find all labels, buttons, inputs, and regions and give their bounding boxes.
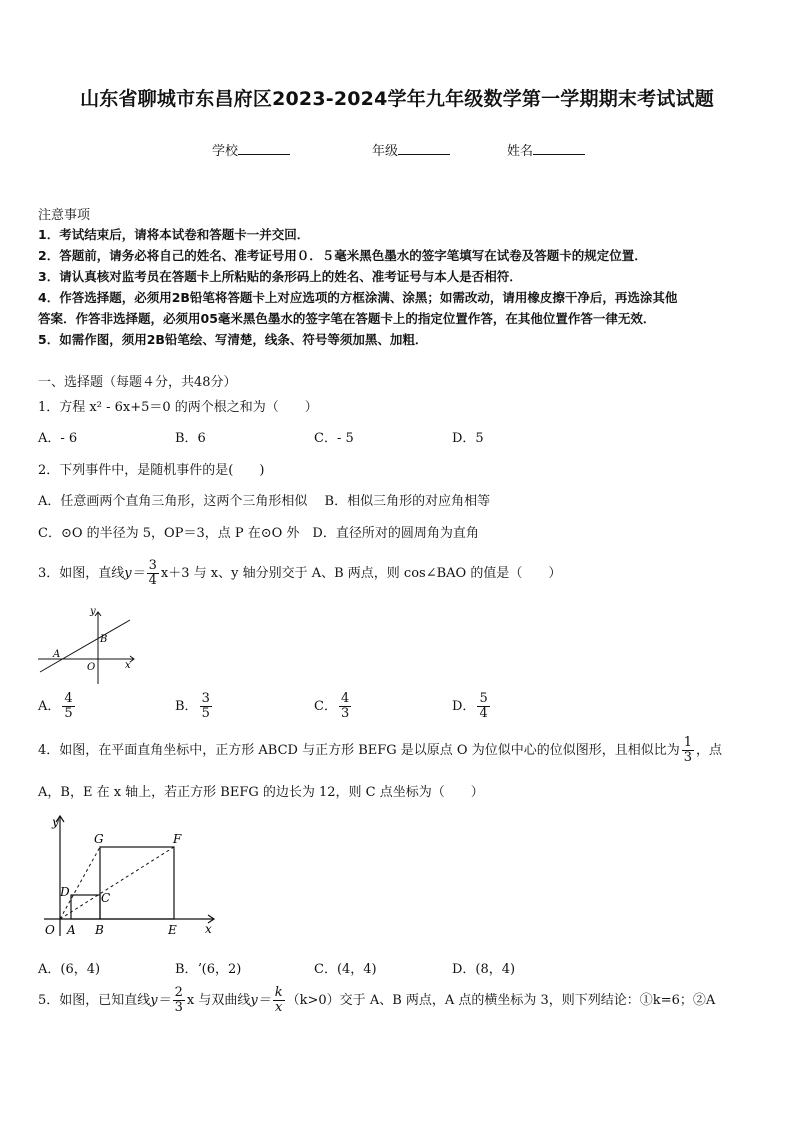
q4-label-a: A <box>67 923 76 937</box>
q4-label-b: B <box>95 923 104 937</box>
q4-label-e: E <box>168 923 177 937</box>
q4-option-a: A．(6，4) <box>38 962 101 977</box>
q1-option-d: D．5 <box>452 431 484 446</box>
notice-item-1: 1．考试结束后，请将本试卷和答题卡一并交回． <box>38 227 310 242</box>
q3-label-o: O <box>87 662 96 673</box>
q4-label-d: D <box>60 885 70 899</box>
q3-slope-fraction: $\frac{3}{4}$ <box>148 558 157 588</box>
q5-slope-fraction: $\frac{2}{3}$ <box>174 985 183 1015</box>
q4-ray-og <box>60 847 100 919</box>
school-field <box>212 140 290 159</box>
q5-hyperbola-fraction: $\frac{k}{x}$ <box>274 985 283 1015</box>
q4-label-f: F <box>173 832 182 846</box>
q4-label-o: O <box>45 923 55 937</box>
q4-label-c: C <box>101 891 111 905</box>
q1-option-c: C．- 5 <box>314 431 354 446</box>
q2-options-ab: A．任意画两个直角三角形，这两个三角形相似 B．相似三角形的对应角相等 <box>38 494 491 509</box>
name-blank <box>533 142 585 155</box>
q2-options-cd: C．⊙O 的半径为 5，OP＝3，点 P 在⊙O 外 D．直径所对的圆周角为直角 <box>38 526 479 541</box>
q3-option-b: B． $\frac{3}{5}$ <box>175 691 210 721</box>
school-label: 学校 <box>212 144 239 159</box>
q3-label-b: B <box>100 634 108 645</box>
question-5-stem: 5．如图，已知直线y＝ $\frac{2}{3}$ x 与双曲线y＝ $\frac{k}{x}$ （k>0）交于 A、B 两点，A 点的横坐标为 3，则下列结论：①k=6；②A <box>38 985 716 1015</box>
q3-label-x: x <box>125 660 131 671</box>
q4-option-b: B．ʼ(6，2) <box>175 962 242 977</box>
notice-item-3: 3．请认真核对监考员在答题卡上所粘贴的条形码上的姓名、准考证号与本人是否相符． <box>38 269 522 284</box>
q3-option-c: C． $\frac{4}{3}$ <box>314 691 350 721</box>
q4-figure <box>38 812 222 940</box>
q3-label-y: y <box>90 606 96 617</box>
q3-option-a: A． $\frac{4}{5}$ <box>38 691 73 721</box>
grade-blank <box>398 142 450 155</box>
q1-option-b: B．6 <box>175 431 206 446</box>
section-heading: 一、选择题（每题４分，共48分） <box>38 375 237 390</box>
question-4-stem-line1: 4．如图，在平面直角坐标中，正方形 ABCD 与正方形 BEFG 是以原点 O 为位似中心的位似图形，且相似比为 $\frac{1}{3}$ ，点 <box>38 735 723 765</box>
name-label: 姓名 <box>507 144 534 159</box>
question-2-stem: 2．下列事件中，是随机事件的是( ) <box>38 463 265 478</box>
name-field <box>507 140 585 159</box>
notice-item-2: 2．答题前，请务必将自己的姓名、准考证号用０．５毫米黑色墨水的签字笔填写在试卷及答题卡的规定位置． <box>38 248 647 263</box>
q3-line <box>40 620 130 672</box>
question-1-stem: 1．方程 x² - 6x+5＝0 的两个根之和为（ ） <box>38 400 318 415</box>
school-blank <box>238 142 290 155</box>
notice-heading: 注意事项 <box>38 208 91 223</box>
notice-item-4: 4．作答选择题，必须用2B铅笔将答题卡上对应选项的方框涂满、涂黑；如需改动，请用橡皮擦干净后，再选涂其他 <box>38 290 678 305</box>
q4-option-d: D．(8，4) <box>452 962 516 977</box>
q4-ratio-fraction: $\frac{1}{3}$ <box>683 735 693 765</box>
notice-item-4-cont: 答案．作答非选择题，必须用05毫米黑色墨水的签字笔在答题卡上的指定位置作答，在其他位置作答一律无效． <box>38 311 656 326</box>
q1-option-a: A．- 6 <box>38 431 78 446</box>
notice-item-5: 5．如需作图，须用2B铅笔绘、写清楚，线条、符号等须加黑、加粗． <box>38 332 428 347</box>
q4-square-befg <box>100 847 174 919</box>
q3-figure <box>36 606 140 686</box>
grade-field <box>372 140 450 159</box>
question-4-stem-line2: A，B，E 在 x 轴上，若正方形 BEFG 的边长为 12，则 C 点坐标为（ ） <box>38 785 484 800</box>
q4-square-abcd <box>71 895 100 919</box>
page-title: 山东省聊城市东昌府区2023-2024学年九年级数学第一学期期末考试试题 <box>80 88 714 110</box>
q4-label-g: G <box>94 832 104 846</box>
q4-ray-of <box>60 847 174 919</box>
q3-label-a: A <box>53 649 61 660</box>
q4-label-y: y <box>52 815 59 829</box>
q3-option-d: D． $\frac{5}{4}$ <box>452 691 488 721</box>
q4-option-c: C．(4，4) <box>314 962 377 977</box>
grade-label: 年级 <box>372 144 399 159</box>
q4-label-x: x <box>205 922 212 936</box>
question-3-stem: 3．如图，直线y＝ $\frac{3}{4}$ x＋3 与 x、y 轴分别交于 A、B 两点，则 cos∠BAO 的值是（ ） <box>38 558 562 588</box>
